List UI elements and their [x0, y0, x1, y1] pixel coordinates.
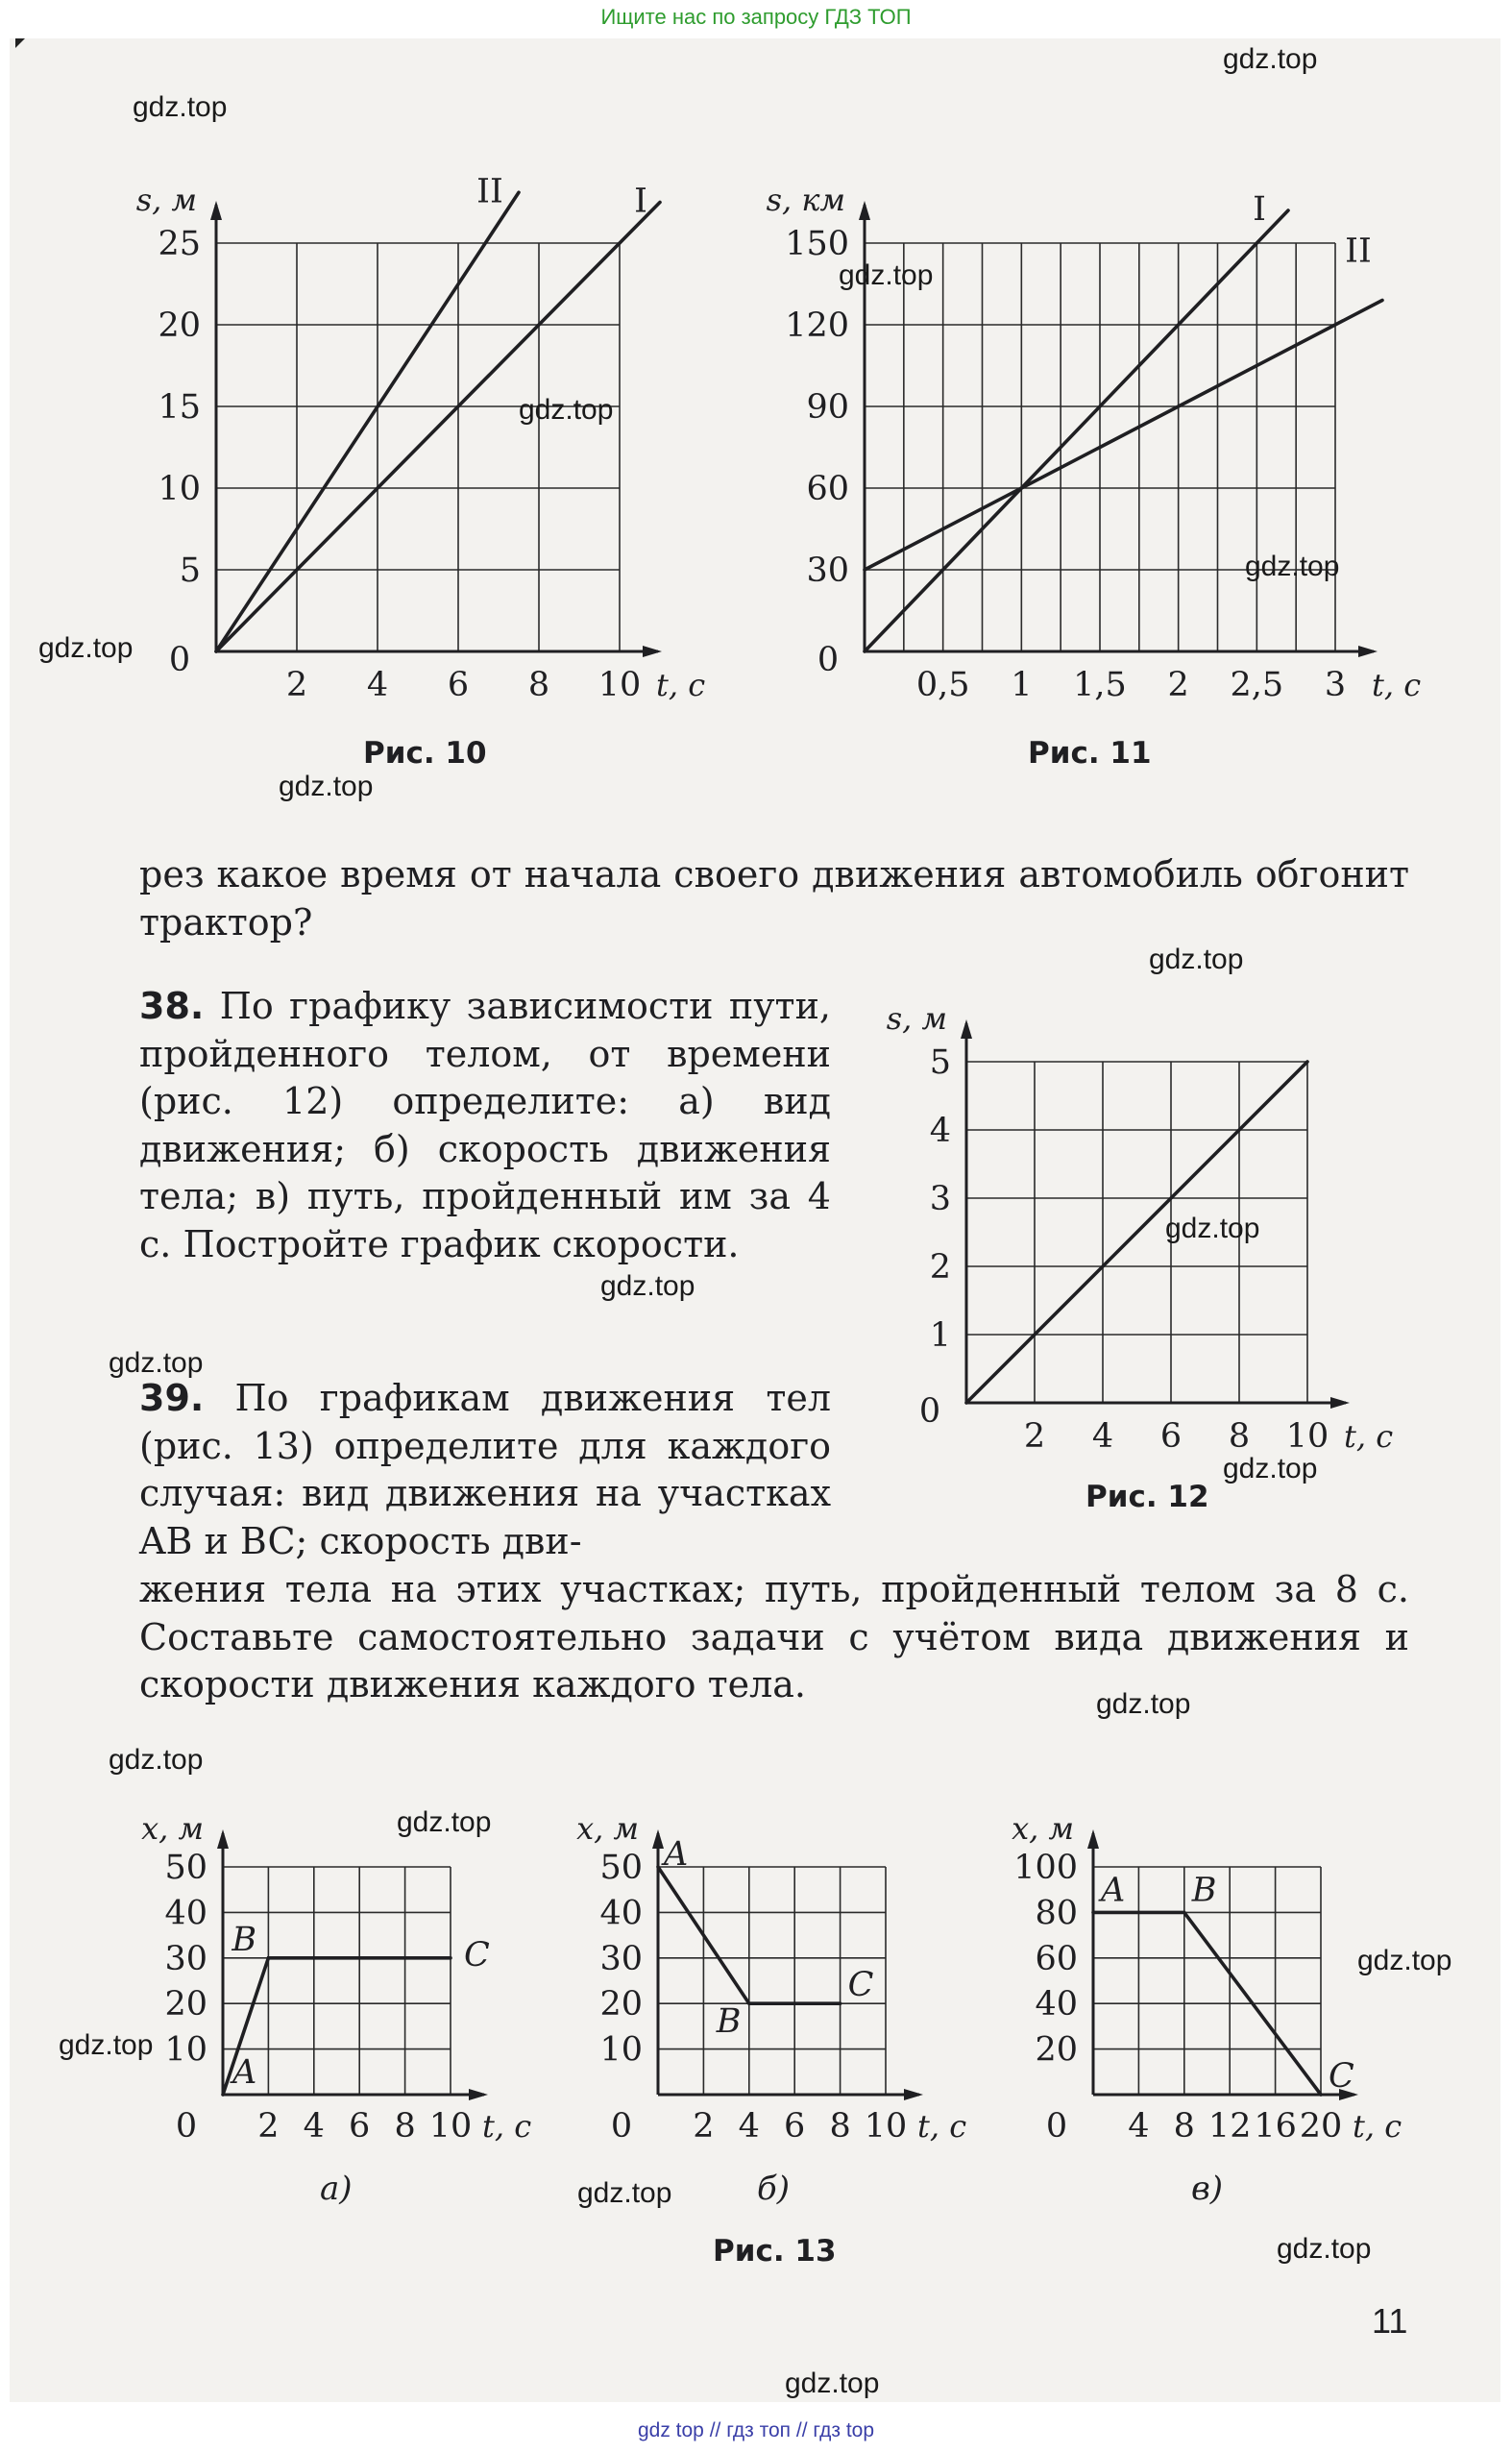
x-tick-label: 6 [349, 2107, 371, 2146]
y-tick-label: 20 [164, 1985, 207, 2024]
watermark: gdz.top [109, 1744, 204, 1776]
point-label: A [232, 2053, 257, 2092]
y-tick-label: 5 [179, 552, 201, 590]
x-axis-label: t, с [482, 2108, 532, 2145]
x-axis-arrow [1358, 646, 1378, 657]
x-tick-label: 2 [1167, 666, 1189, 704]
y-tick-label: 2 [929, 1248, 951, 1287]
origin-label: 0 [175, 2107, 198, 2146]
x-axis-label: t, с [1372, 667, 1422, 703]
y-tick-label: 4 [929, 1112, 951, 1150]
y-axis-label: x, м [1012, 1810, 1074, 1847]
x-tick-label: 2 [257, 2107, 280, 2146]
watermark: gdz.top [1357, 1945, 1452, 1976]
x-tick-label: 4 [738, 2107, 760, 2146]
point-label: A [664, 1835, 689, 1874]
watermark: gdz.top [1149, 944, 1244, 975]
x-axis-arrow [904, 2089, 923, 2100]
x-tick-label: 4 [1091, 1417, 1114, 1456]
y-tick-label: 30 [164, 1939, 207, 1978]
y-tick-label: 150 [785, 225, 849, 263]
x-tick-label: 8 [829, 2107, 851, 2146]
y-tick-label: 100 [1013, 1849, 1078, 1887]
y-tick-label: 25 [158, 225, 201, 263]
figure-11-chart [768, 144, 1441, 721]
x-tick-label: 4 [1128, 2107, 1150, 2146]
watermark: gdz.top [1165, 1213, 1260, 1244]
x-axis-label: t, с [656, 667, 706, 703]
watermark: gdz.top [1245, 551, 1340, 582]
x-tick-label: 6 [447, 666, 470, 704]
x-axis-label: t, с [1344, 1418, 1394, 1455]
origin-label: 0 [817, 641, 840, 679]
problem-39-text-head: По графикам движения тел (рис. 13) определите для каждого случая: вид движения на участках AB и BC; скорость дви- [139, 1377, 831, 1562]
y-axis-label: x, м [141, 1810, 204, 1847]
y-tick-label: 40 [1035, 1985, 1078, 2024]
x-tick-label: 6 [1159, 1417, 1183, 1456]
figure-10-caption: Рис. 10 [363, 736, 487, 771]
y-axis-arrow [217, 1829, 229, 1849]
origin-label: 0 [1045, 2107, 1068, 2146]
watermark: gdz.top [839, 259, 934, 291]
y-tick-label: 40 [164, 1894, 207, 1933]
watermark: gdz.top [600, 1270, 695, 1302]
watermark: gdz.top [38, 632, 134, 664]
series-line [216, 203, 660, 652]
watermark: gdz.top [109, 1347, 204, 1379]
problem-38-number: 38. [139, 985, 205, 1027]
watermark: gdz.top [785, 2367, 880, 2399]
y-tick-label: 50 [164, 1849, 207, 1887]
x-axis-label: t, с [1353, 2108, 1402, 2145]
series-label: I [634, 182, 647, 221]
watermark: gdz.top [397, 1806, 492, 1838]
watermark: gdz.top [59, 2029, 154, 2061]
figure-13b-chart [567, 1797, 989, 2146]
watermark: gdz.top [1277, 2233, 1372, 2265]
x-tick-label: 10 [597, 666, 642, 704]
figure-11-caption: Рис. 11 [1028, 736, 1152, 771]
x-tick-label: 3 [1324, 666, 1347, 704]
y-tick-label: 30 [599, 1939, 643, 1978]
figure-13c-caption: в) [1191, 2170, 1224, 2208]
y-tick-label: 40 [599, 1894, 643, 1933]
problem-39-number: 39. [139, 1377, 205, 1419]
y-axis-arrow [1087, 1829, 1099, 1849]
series-line [865, 301, 1382, 571]
figure-12-caption: Рис. 12 [1085, 1480, 1209, 1514]
point-label: C [847, 1966, 874, 2005]
series-label: II [1345, 232, 1372, 271]
y-tick-label: 30 [806, 552, 849, 590]
x-tick-label: 1,5 [1073, 666, 1127, 704]
page-number: 11 [1372, 2301, 1408, 2341]
y-axis-arrow [859, 201, 870, 220]
x-tick-label: 20 [1299, 2107, 1343, 2146]
x-tick-label: 2 [693, 2107, 715, 2146]
figure-10-chart [125, 144, 720, 721]
y-tick-label: 1 [929, 1316, 951, 1355]
watermark: gdz.top [279, 771, 374, 802]
series-line [216, 192, 519, 651]
y-tick-label: 90 [806, 388, 849, 427]
watermark: gdz.top [519, 394, 614, 426]
series-label: II [476, 172, 503, 211]
bottom-bar[interactable]: gdz top // гдз топ // гдз top [637, 2419, 875, 2441]
x-tick-label: 8 [527, 666, 550, 704]
problem-38-text: По графику зависимости пути, пройденного телом, от времени (рис. 12) определите: а) вид движения; б) скорость движения тела; в) путь, пройденный им за 4 с. Постройте график скорости. [139, 985, 831, 1265]
origin-label: 0 [168, 641, 191, 679]
origin-label: 0 [918, 1392, 941, 1431]
point-label: A [1101, 1871, 1126, 1910]
x-axis-arrow [469, 2089, 488, 2100]
x-tick-label: 2 [285, 666, 308, 704]
y-tick-label: 5 [929, 1043, 951, 1082]
chart-grid [223, 1867, 451, 2095]
watermark: gdz.top [133, 91, 228, 123]
x-tick-label: 2 [1023, 1417, 1046, 1456]
x-tick-label: 4 [303, 2107, 325, 2146]
y-tick-label: 60 [1035, 1939, 1078, 1978]
y-tick-label: 120 [785, 307, 849, 345]
watermark: gdz.top [1223, 43, 1318, 75]
y-axis-label: s, м [135, 182, 197, 218]
y-axis-arrow [652, 1829, 664, 1849]
x-tick-label: 0,5 [915, 666, 970, 704]
y-tick-label: 20 [1035, 2030, 1078, 2070]
problem-38 [139, 983, 831, 1268]
y-tick-label: 20 [599, 1985, 643, 2024]
figure-13a-caption: а) [320, 2170, 353, 2208]
figure-13a-chart [134, 1797, 557, 2146]
problem-37-continuation: рез какое время от начала своего движения автомобиль обгонит трактор? [139, 853, 1409, 944]
origin-label: 0 [610, 2107, 633, 2146]
y-axis-arrow [961, 1019, 972, 1039]
y-tick-label: 3 [929, 1180, 951, 1218]
watermark: gdz.top [577, 2177, 672, 2209]
point-label: C [464, 1935, 490, 1975]
x-tick-label: 12 [1207, 2107, 1252, 2146]
y-tick-label: 50 [599, 1849, 643, 1887]
x-axis-label: t, с [917, 2108, 967, 2145]
x-tick-label: 8 [1228, 1417, 1251, 1456]
problem-39-tail: жения тела на этих участках; путь, пройденный телом за 8 с. Составьте самостоятельно задачи с учётом вида движения и скорости движения каждого тела. [139, 1568, 1409, 1705]
y-tick-label: 10 [599, 2030, 643, 2070]
x-tick-label: 16 [1254, 2107, 1297, 2146]
figure-13b-caption: б) [757, 2170, 791, 2208]
point-label: B [1191, 1871, 1217, 1910]
x-tick-label: 10 [428, 2107, 473, 2146]
point-label: B [716, 2002, 742, 2042]
x-tick-label: 1 [1011, 666, 1033, 704]
figure-12-chart [884, 990, 1422, 1470]
page-corner-mark [15, 38, 25, 48]
y-tick-label: 10 [164, 2030, 207, 2070]
y-tick-label: 80 [1035, 1894, 1078, 1933]
series-label: I [1253, 190, 1266, 229]
x-tick-label: 2,5 [1230, 666, 1284, 704]
x-axis-arrow [643, 646, 662, 657]
y-axis-label: s, км [766, 182, 845, 218]
watermark: gdz.top [1096, 1688, 1191, 1720]
y-axis-label: x, м [576, 1810, 639, 1847]
x-tick-label: 6 [784, 2107, 806, 2146]
point-label: C [1329, 2057, 1354, 2096]
series-line [223, 1958, 451, 2095]
figure-13-caption: Рис. 13 [713, 2234, 837, 2269]
x-tick-label: 4 [366, 666, 389, 704]
y-tick-label: 15 [158, 388, 201, 427]
x-axis-arrow [1330, 1397, 1350, 1409]
y-tick-label: 60 [806, 470, 849, 508]
y-axis-label: s, м [886, 1000, 947, 1037]
y-tick-label: 20 [158, 307, 201, 345]
y-axis-arrow [210, 201, 222, 220]
x-tick-label: 8 [1173, 2107, 1195, 2146]
x-tick-label: 10 [1285, 1417, 1329, 1456]
top-banner[interactable]: Ищите нас по запросу ГДЗ ТОП [0, 0, 1512, 37]
problem-39-head [139, 1375, 831, 1565]
y-tick-label: 10 [158, 470, 201, 508]
watermark: gdz.top [1223, 1453, 1318, 1484]
x-tick-label: 8 [394, 2107, 416, 2146]
point-label: B [232, 1920, 257, 1959]
x-tick-label: 10 [864, 2107, 908, 2146]
